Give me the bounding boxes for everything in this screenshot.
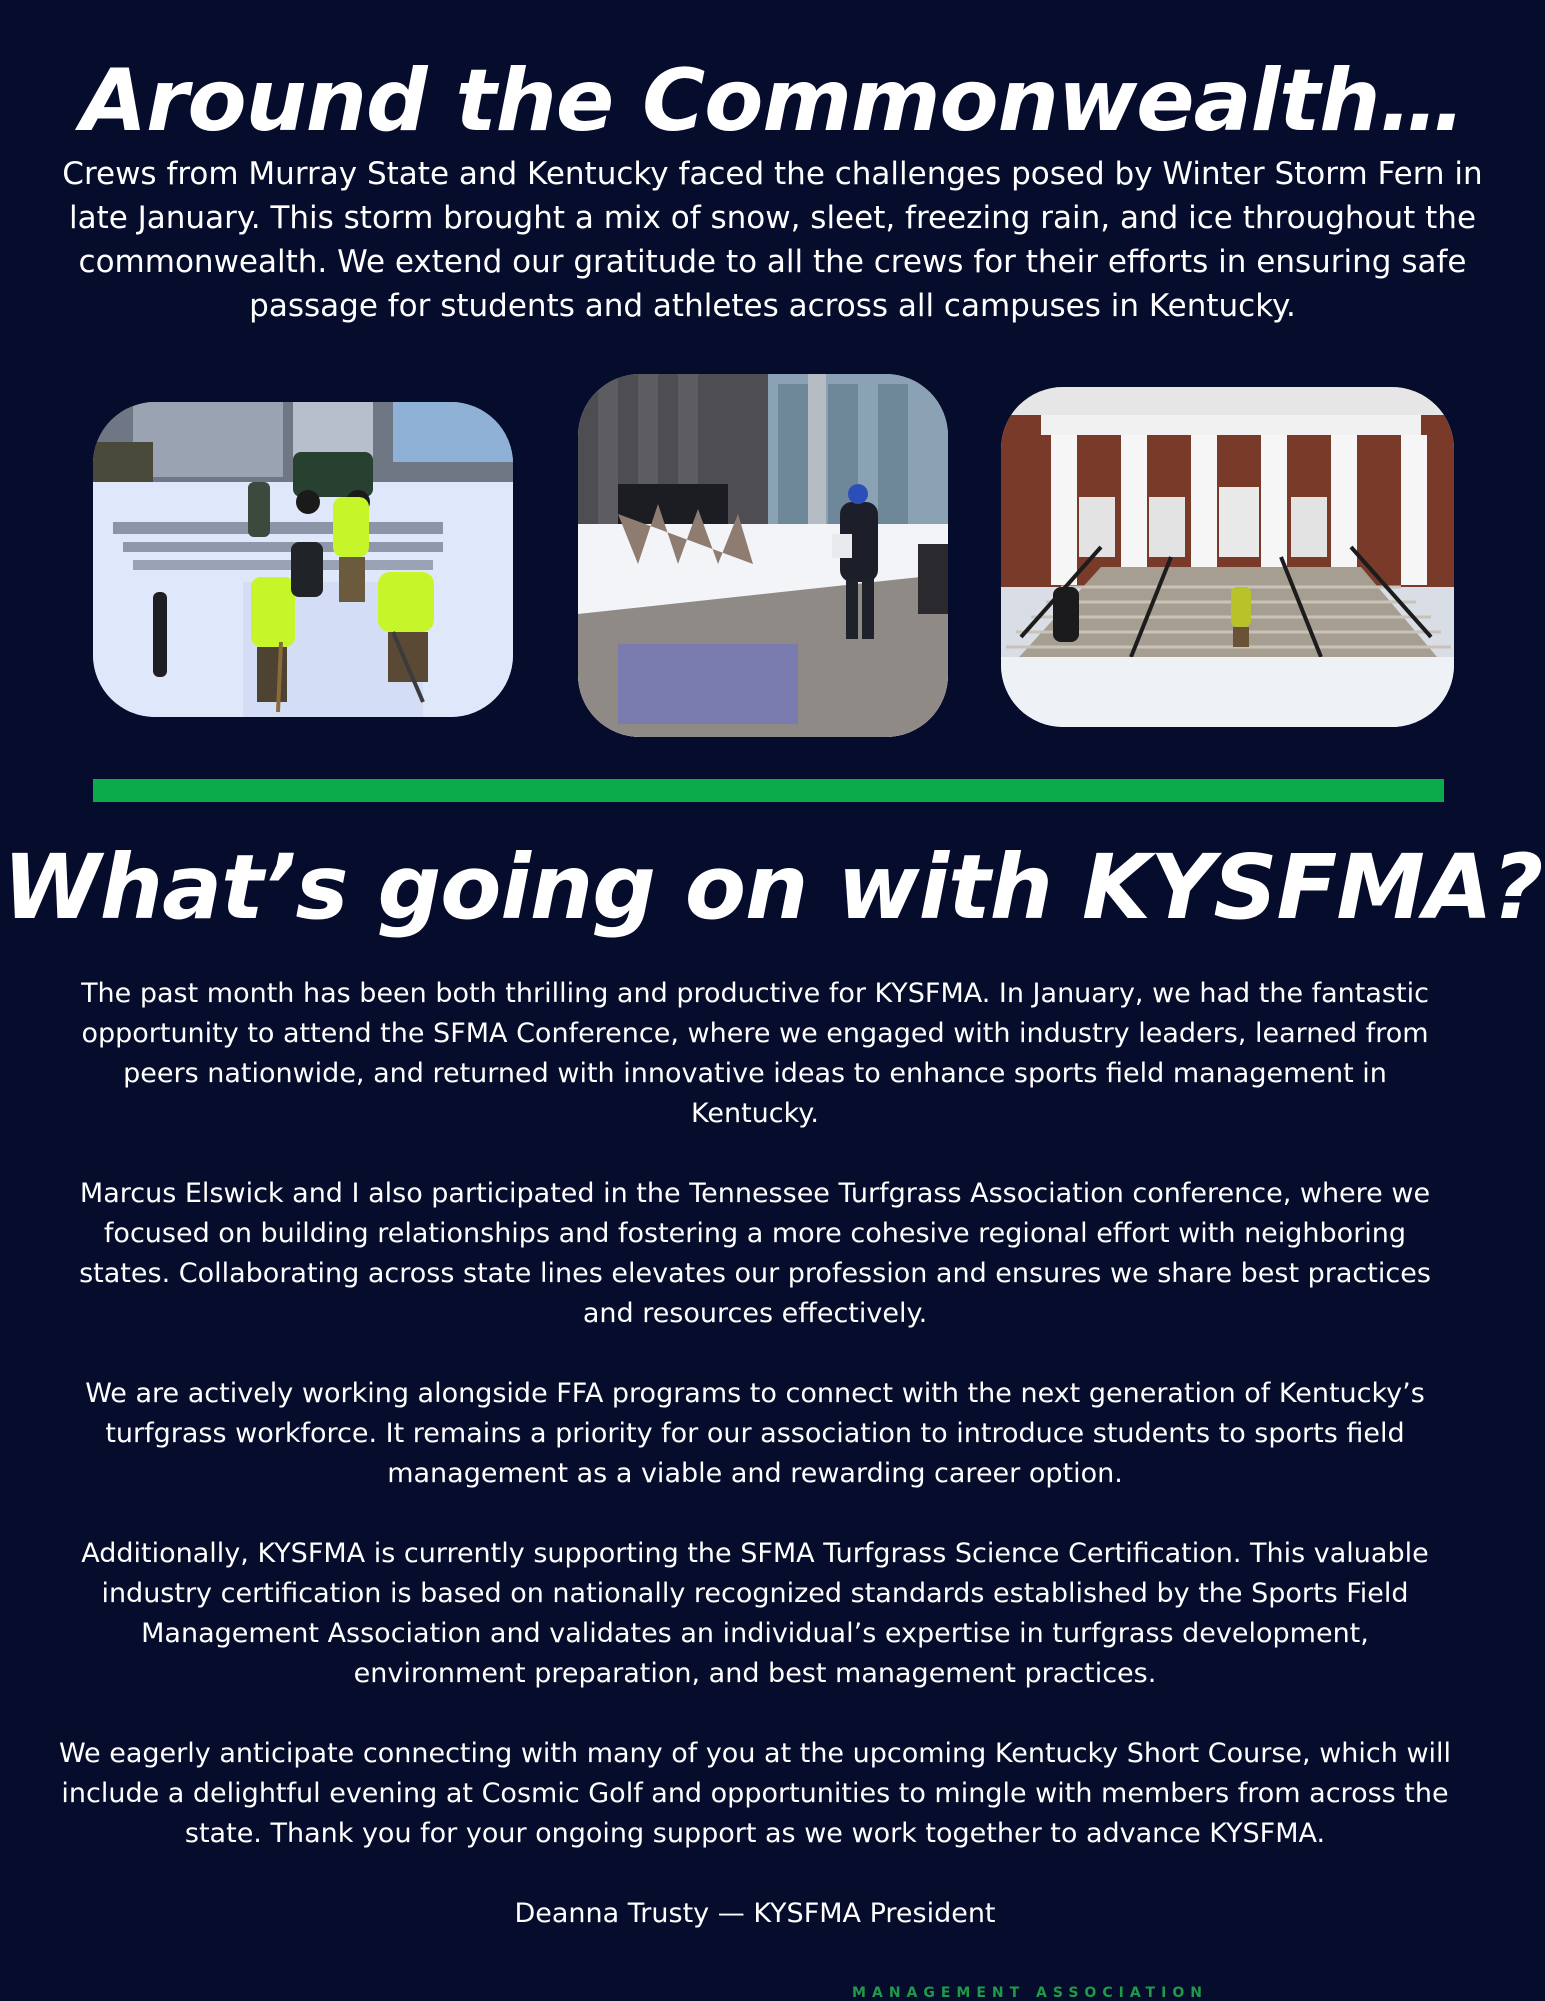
intro-paragraph: Crews from Murray State and Kentucky faced the challenges posed by Winter Storm Fern in late January. This storm brought a mix of snow, sleet, freezing rain, and ice throughout the commonwealth. We extend our gratitude to all the crews for their efforts in ensuring safe passage for students and athletes across all campuses in Kentucky. [62, 156, 1483, 324]
crews-shoveling-snow-illustration [93, 402, 513, 717]
worker-clearing-walkway-illustration [578, 374, 948, 737]
paragraph-short-course: We eagerly anticipate connecting with many of you at the upcoming Kentucky Short Course, which will include a delightful evening at Cosmic Golf and opportunities to mingle with members from across the state. Thank you for your ongoing support as we work together to advance KYSFMA. [58, 1738, 1452, 1849]
section-divider [93, 779, 1444, 802]
paragraph-certification: Additionally, KYSFMA is currently supporting the SFMA Turfgrass Science Certification. This valuable industry certification is based on nationally recognized standards established by the Sports Field Management Association and validates an individual’s expertise in turfgrass development, environment preparation, and best management practices. [81, 1538, 1429, 1689]
section-title-commonwealth: Around the Commonwealth… [80, 51, 1465, 151]
building-steps-snow-illustration [1001, 387, 1454, 727]
crews-shoveling-snow-photo [93, 402, 513, 717]
worker-clearing-walkway-photo [578, 374, 948, 737]
signature: Deanna Trusty — KYSFMA President [514, 1898, 996, 1929]
building-steps-snow-photo [1001, 387, 1454, 727]
kysfma-update-body [55, 974, 1455, 1974]
paragraph-ffa-programs: We are actively working alongside FFA programs to connect with the next generation of Kentucky’s turfgrass workforce. It remains a priority for our association to introduce students to sports field management as a viable and rewarding career option. [85, 1378, 1425, 1489]
section-title-kysfma: What’s going on with KYSFMA? [2, 835, 1543, 939]
paragraph-sfma-conference: The past month has been both thrilling and productive for KYSFMA. In January, we had the fantastic opportunity to attend the SFMA Conference, where we engaged with industry leaders, learned from peers nationwide, and returned with innovative ideas to enhance sports field management in Kentucky. [81, 978, 1429, 1129]
footer-association-text: MANAGEMENT ASSOCIATION [852, 1985, 1208, 2001]
paragraph-tennessee-conference: Marcus Elswick and I also participated in the Tennessee Turfgrass Association conference, where we focused on building relationships and fostering a more cohesive regional effort with neighboring states. Collaborating across state lines elevates our profession and ensures we share best practices and resources effectively. [79, 1178, 1431, 1329]
